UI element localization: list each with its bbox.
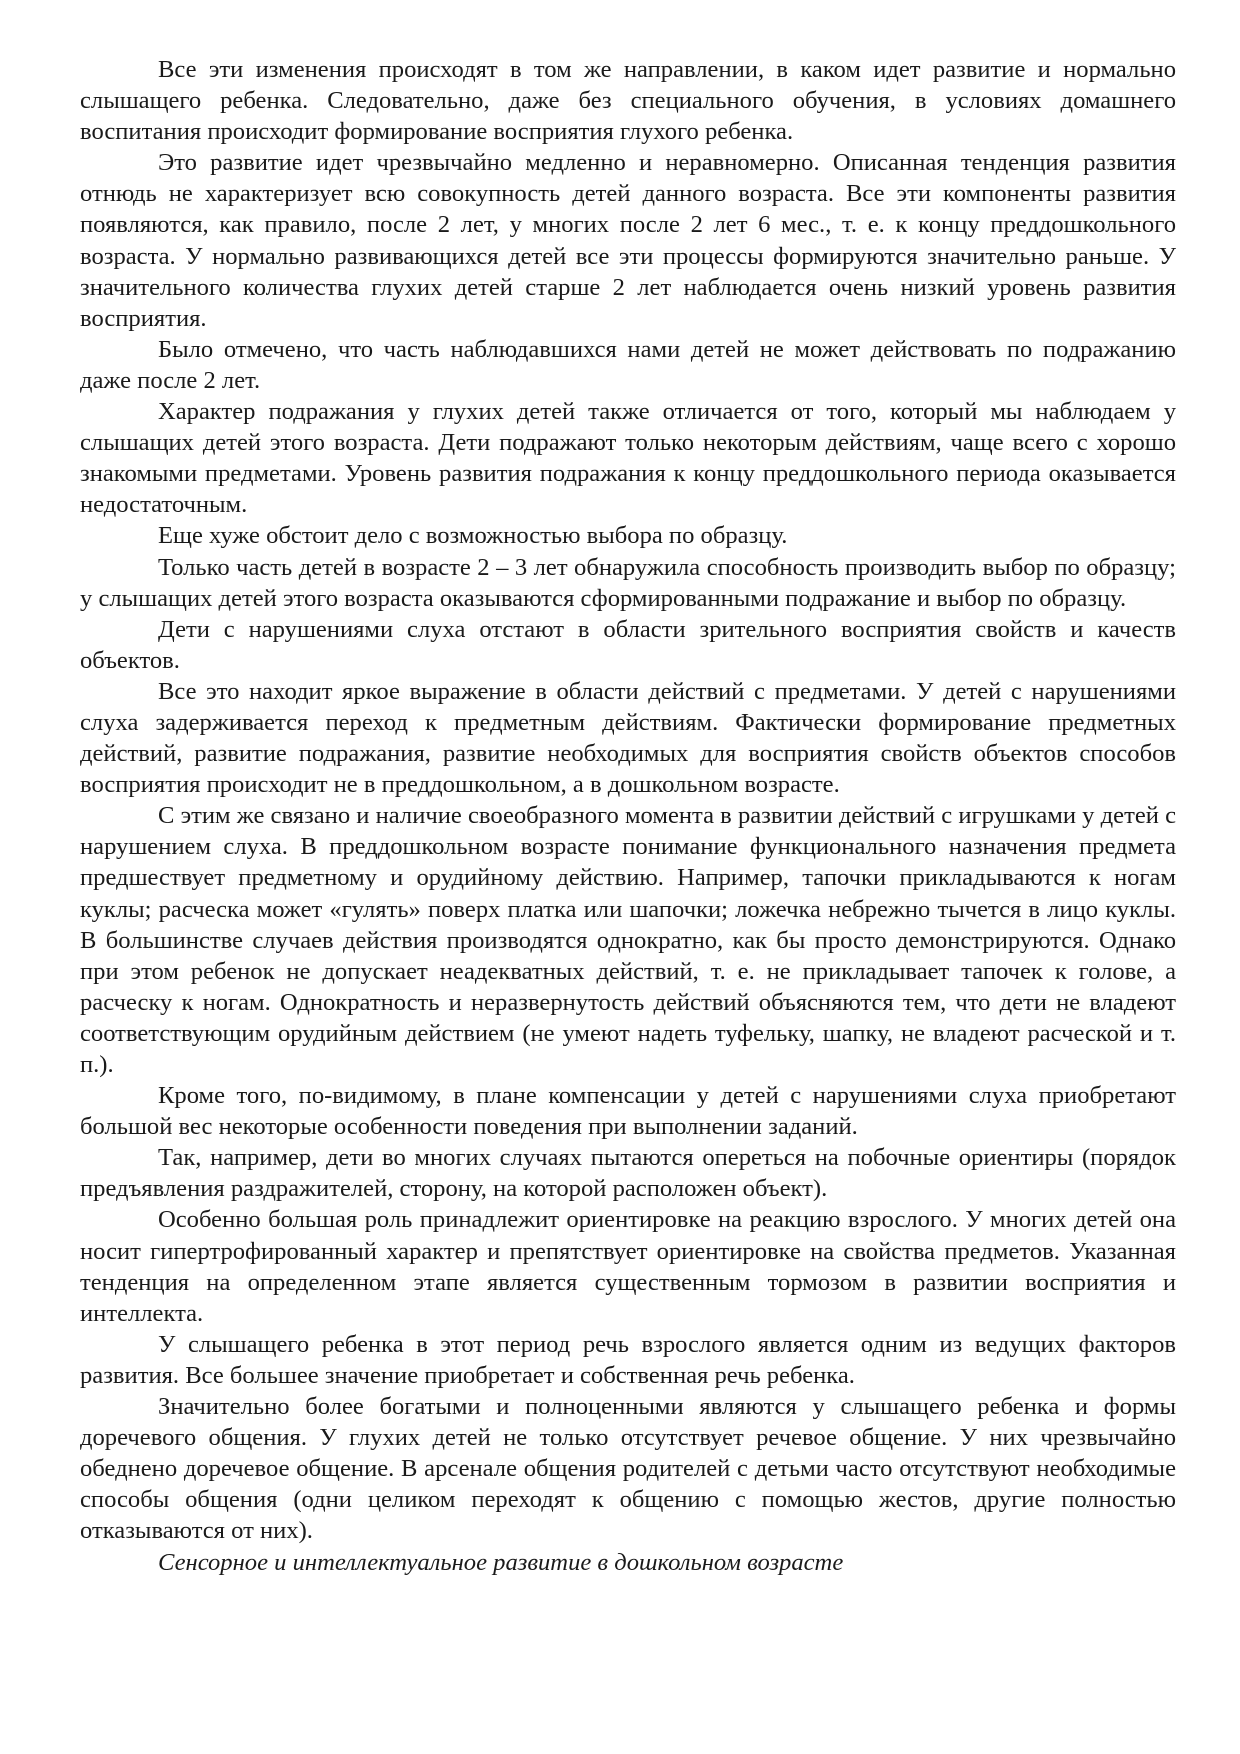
paragraph-9: С этим же связано и наличие своеобразного момента в развитии действий с игрушками у детей с нарушением слуха. В преддошкольном возрасте понимание функционального назначения предмета предшествует предметному и орудийному действию. Например, тапочки прикладываются к ногам куклы; расческа может «гулять» поверх платка или шапочки; ложечка небрежно тычется в лицо куклы. В большинстве случаев действия производятся однократно, как бы просто демонстрируются. Однако при этом ребенок не допускает неадекватных действий, т. е. не прикладывает тапочек к голове, а расческу к ногам. Однократность и неразвернутость действий объясняются тем, что дети не владеют соответствующим орудийным действием (не умеют надеть туфельку, шапку, не владеют расческой и т. п.). <box>80 802 1176 1078</box>
paragraph-1: Все эти изменения происходят в том же направлении, в каком идет развитие и нормально слышащего ребенка. Следовательно, даже без специального обучения, в условиях домашнего воспитания происходит формирование восприятия глухого ребенка. <box>80 56 1176 146</box>
paragraph-5: Еще хуже обстоит дело с возможностью выбора по образцу. <box>158 522 788 550</box>
document-page <box>80 54 1176 1578</box>
paragraph-10: Кроме того, по-видимому, в плане компенсации у детей с нарушениями слуха приобретают большой вес некоторые особенности поведения при выполнении заданий. <box>80 1082 1176 1141</box>
paragraph-2: Это развитие идет чрезвычайно медленно и неравномерно. Описанная тенденция развития отнюдь не характеризует всю совокупность детей данного возраста. Все эти компоненты развития появляются, как правило, после 2 лет, у многих после 2 лет 6 мес., т. е. к концу преддошкольного возраста. У нормально развивающихся детей все эти процессы формируются значительно раньше. У значительного количества глухих детей старше 2 лет наблюдается очень низкий уровень развития восприятия. <box>80 149 1176 332</box>
paragraph-3: Было отмечено, что часть наблюдавшихся нами детей не может действовать по подражанию даже после 2 лет. <box>80 335 1176 394</box>
section-heading: Сенсорное и интеллектуальное развитие в дошкольном возрасте <box>158 1548 844 1576</box>
paragraph-11: Так, например, дети во многих случаях пытаются опереться на побочные ориентиры (порядок предъявления раздражителей, сторону, на которой расположен объект). <box>80 1144 1176 1203</box>
paragraph-8: Все это находит яркое выражение в области действий с предметами. У детей с нарушениями слуха задерживается переход к предметным действиям. Фактически формирование предметных действий, развитие подражания, развитие необходимых для восприятия свойств объектов способов восприятия происходит не в преддошкольном, а в дошкольном возрасте. <box>80 677 1176 799</box>
paragraph-12: Особенно большая роль принадлежит ориентировке на реакцию взрослого. У многих детей она носит гипертрофированный характер и препятствует ориентировке на свойства предметов. Указанная тенденция на определенном этапе является существенным тормозом в развитии восприятия и интеллекта. <box>80 1206 1176 1327</box>
paragraph-13: У слышащего ребенка в этот период речь взрослого является одним из ведущих факторов развития. Все большее значение приобретает и собственная речь ребенка. <box>80 1330 1176 1389</box>
paragraph-4: Характер подражания у глухих детей также отличается от того, который мы наблюдаем у слышащих детей этого возраста. Дети подражают только некоторым действиям, чаще всего с хорошо знакомыми предметами. Уровень развития подражания к концу преддошкольного периода оказывается недостаточным. <box>80 398 1176 519</box>
paragraph-14: Значительно более богатыми и полноценными являются у слышащего ребенка и формы доречевого общения. У глухих детей не только отсутствует речевое общение. У них чрезвычайно обеднено доречевое общение. В арсенале общения родителей с детьми часто отсутствуют необходимые способы общения (одни целиком переходят к общению с помощью жестов, другие полностью отказываются от них). <box>80 1393 1176 1545</box>
paragraph-6: Только часть детей в возрасте 2 – 3 лет обнаружила способность производить выбор по образцу; у слышащих детей этого возраста оказываются сформированными подражание и выбор по образцу. <box>80 553 1176 612</box>
paragraph-7: Дети с нарушениями слуха отстают в области зрительного восприятия свойств и качеств объектов. <box>80 615 1176 674</box>
